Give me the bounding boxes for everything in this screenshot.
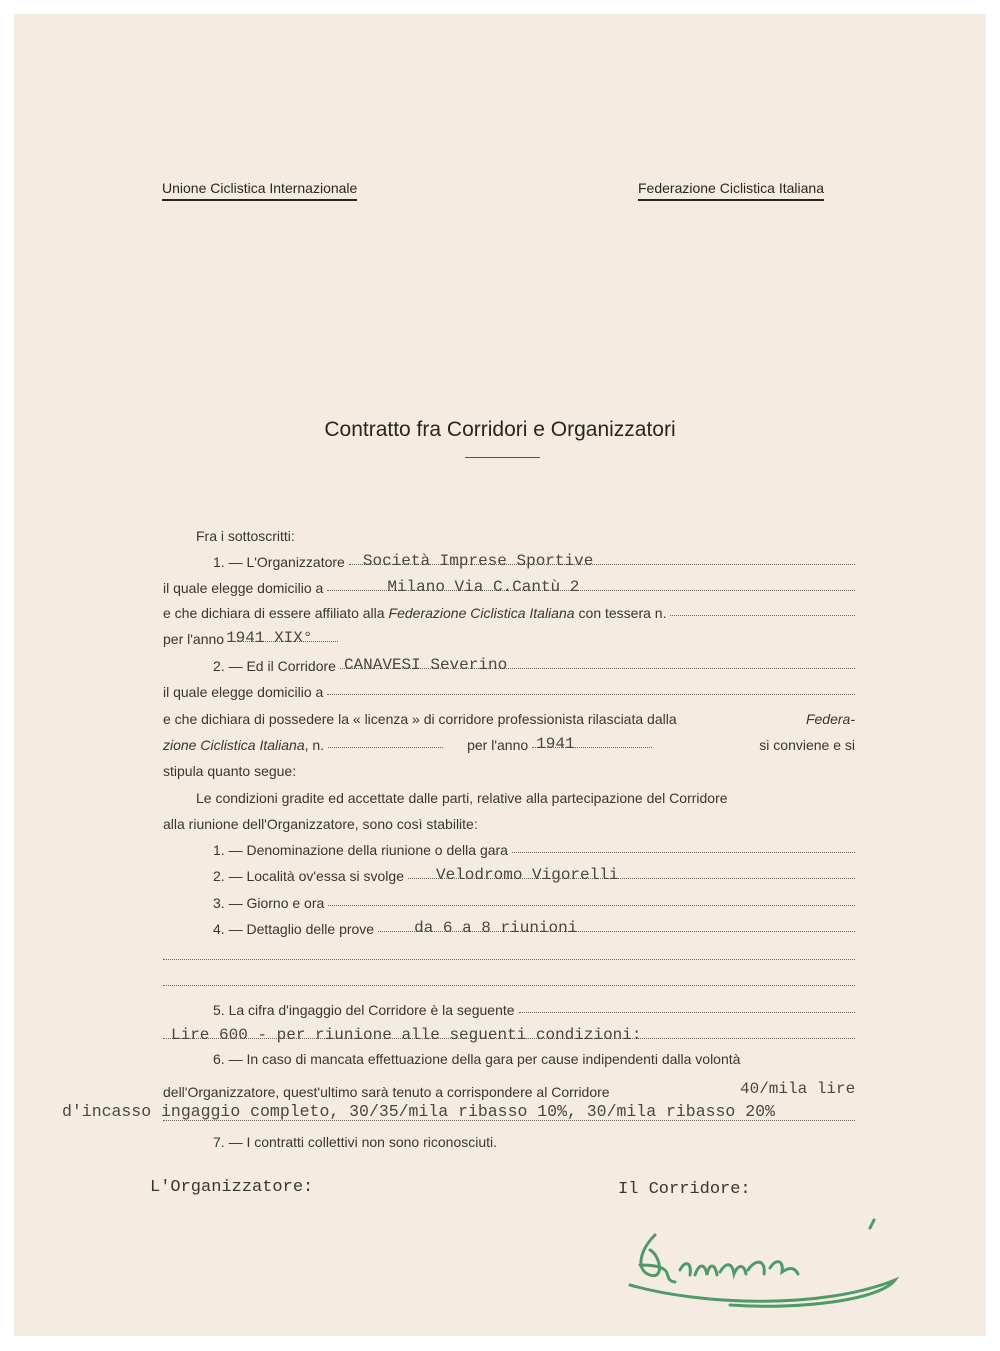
rider-signature-label: Il Corridore: [618,1180,751,1199]
condition-3-field [328,901,855,906]
condition-6-text-2: dell'Organizzatore, quest'ultimo sarà tenuto a corrispondere al Corridore [163,1084,610,1100]
license-text: e che dichiara di possedere la « licenza » di corridore professionista rilasciata dalla [163,711,677,727]
rider-year-label: per l'anno [467,737,529,753]
condition-5-value-line [163,1022,855,1044]
license-n-label: , n. [304,737,325,753]
condition-2-label: 2. — Località ov'essa si svolge [213,868,404,884]
organizer-line [163,548,855,570]
condition-6-a [213,1045,855,1067]
condition-4-field [378,919,855,937]
condition-5-field [519,1008,855,1013]
document-title: Contratto fra Corridori e Organizzatori [324,418,676,441]
domicile-label: il quale elegge domicilio a [163,580,324,596]
license-fed-b: zione Ciclistica Italiana [163,737,305,753]
condition-4-extra-2 [163,969,855,991]
tessera-field [670,611,855,616]
condition-1 [213,836,855,858]
condition-2-field [408,866,855,884]
organizer-field [349,552,855,570]
conditions-intro-1 [196,784,855,806]
license-fed-a: Federa- [805,711,855,727]
condition-7-text: 7. — I contratti collettivi non sono riconosciuti. [213,1134,498,1150]
condition-6-text-1: 6. — In caso di mancata effettuazione della gara per cause indipendenti dalla volontà [213,1051,741,1067]
rider-signature [620,1210,910,1320]
condition-5-label: 5. La cifra d'ingaggio del Corridore è la seguente [213,1002,515,1018]
rider-domicile-line [163,678,855,700]
condition-7 [213,1128,855,1150]
organizer-year-line [163,625,423,647]
rider-year-field [532,735,652,753]
condition-5-value: Lire 600 - per riunione alle seguenti condizioni: [171,1026,642,1044]
condition-6-b [163,1078,743,1100]
rider-label: 2. — Ed il Corridore [213,658,336,674]
condition-5-value-field [163,1026,855,1044]
license-number-line [163,731,855,753]
title-divider [465,457,540,458]
blank-field-2 [163,981,855,986]
license-number-field [328,743,443,748]
header-fci: Federazione Ciclistica Italiana [638,180,824,201]
year-field [226,629,338,647]
condition-6-value-2: d'incasso ingaggio completo, 30/35/mila ribasso 10%, 30/mila ribasso 20% [62,1102,775,1121]
intro [196,522,596,544]
affiliation-pre: e che dichiara di essere affiliato alla [163,605,385,621]
organizer-domicile-line [163,574,855,596]
condition-3 [213,889,855,911]
condition-2-value: Velodromo Vigorelli [436,866,619,884]
intro-text: Fra i sottoscritti: [196,528,295,544]
condition-6-value-1: 40/mila lire [740,1080,856,1098]
condition-1-field [512,848,855,853]
license-line [163,705,855,727]
organizer-value: Società Imprese Sportive [362,552,594,570]
rider-domicile-label: il quale elegge domicilio a [163,684,324,700]
organizer-signature-label: L'Organizzatore: [150,1178,314,1197]
header-uci: Unione Ciclistica Internazionale [162,180,357,201]
affiliation-fed: Federazione Ciclistica Italiana [388,605,575,621]
year-label: per l'anno [163,631,225,647]
affiliation-post: con tessera n. [578,605,667,621]
conditions-intro-text-2: alla riunione dell'Organizzatore, sono così stabilite: [163,816,478,832]
rider-line [163,652,855,674]
condition-4-extra-1 [163,943,855,965]
domicile-value: Milano Via C.Cantù 2 [387,578,580,596]
domicile-field [327,578,855,596]
condition-1-label: 1. — Denominazione della riunione o della gara [213,842,508,858]
condition-5 [213,996,855,1018]
affiliation-line [163,599,855,621]
rider-domicile-field [327,690,855,695]
condition-3-label: 3. — Giorno e ora [213,895,325,911]
condition-4-value: da 6 a 8 riunioni [414,919,578,937]
organizer-label: 1. — L'Organizzatore [213,554,345,570]
year-value: 1941 XIX° [226,629,313,647]
rider-field [340,656,855,674]
blank-field-1 [163,955,855,960]
condition-4 [213,915,855,937]
rider-value: CANAVESI Severino [343,656,508,674]
condition-4-label: 4. — Dettaglio delle prove [213,921,375,937]
rider-year-value: 1941 [536,735,575,753]
conditions-intro-2 [163,810,855,832]
conditions-intro-text-1: Le condizioni gradite ed accettate dalle parti, relative alla partecipazione del Corridore [196,790,728,806]
agree-text: si conviene e si [759,737,855,753]
condition-2 [213,862,855,884]
stipula-text: stipula quanto segue: [163,763,297,779]
stipula-line [163,757,855,779]
